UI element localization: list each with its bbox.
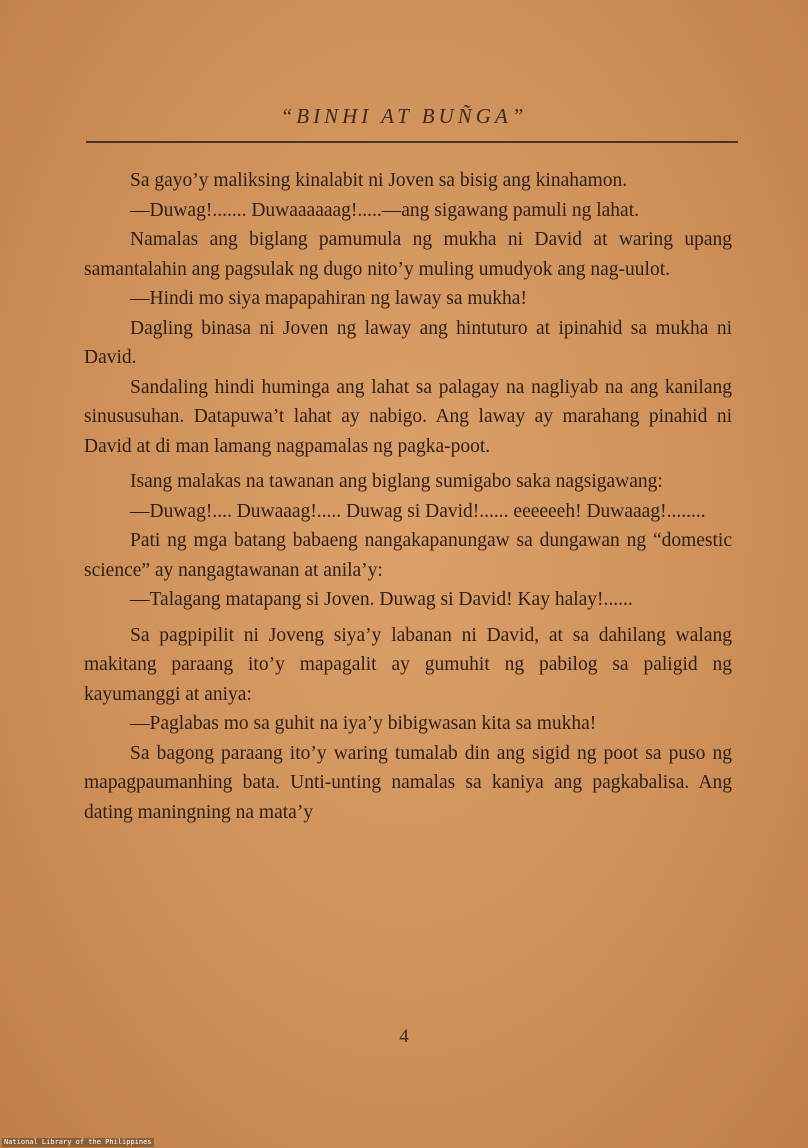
- paragraph: Isang malakas na tawanan ang biglang sumigabo saka nagsigawang:: [130, 471, 663, 492]
- body-text: [84, 166, 732, 827]
- paragraph: Dagling binasa ni Joven ng laway ang hintuturo at ipinahid sa mukha ni David.: [84, 317, 732, 368]
- paragraph: Pati ng mga batang babaeng nangakapanungaw sa dungawan ng “domestic science” ay nangagtawanan at anila’y:: [84, 530, 732, 581]
- paragraph: Sandaling hindi huminga ang lahat sa palagay na nagliyab na ang kanilang sinususuhan. Datapuwa’t lahat ay nabigo. Ang laway ay marahang pinahid ni David at di man lamang nagpamalas ng pagka-poot.: [84, 376, 732, 457]
- paragraph: —Talagang matapang si Joven. Duwag si David! Kay halay!......: [130, 589, 633, 610]
- paragraph: Sa pagpipilit ni Joveng siya’y labanan ni David, at sa dahilang walang makitang paraang ito’y mapagalit ay gumuhit ng pabilog sa paligid ng kayumanggi at aniya:: [84, 624, 732, 705]
- running-title: “BINHI AT BUÑGA”: [280, 104, 528, 128]
- paragraph: —Hindi mo siya mapapahiran ng laway sa mukha!: [130, 288, 527, 309]
- paragraph: Sa gayo’y maliksing kinalabit ni Joven sa bisig ang kinahamon.: [130, 170, 628, 191]
- paragraph: —Duwag!.... Duwaaag!..... Duwag si David!...... eeeeeeh! Duwaaag!........: [130, 500, 706, 522]
- paragraph: Namalas ang biglang pamumula ng mukha ni David at waring upang samantalahin ang pagsulak ng dugo nito’y muling umudyok ang nag-uulot.: [84, 229, 732, 280]
- paragraph: Sa bagong paraang ito’y waring tumalab din ang sigid ng poot sa puso ng mapagpaumanhing bata. Unti-unting namalas sa kaniya ang pagkabalisa. Ang dating maningning na mata’y: [84, 742, 732, 823]
- page-number: 4: [399, 1026, 409, 1047]
- library-credit: National Library of the Philippines: [4, 1138, 152, 1146]
- paragraph: —Duwag!....... Duwaaaaaag!.....—ang sigawang pamuli ng lahat.: [130, 199, 640, 221]
- header-rule: [86, 141, 738, 143]
- paragraph: —Paglabas mo sa guhit na iya’y bibigwasan kita sa mukha!: [130, 713, 597, 734]
